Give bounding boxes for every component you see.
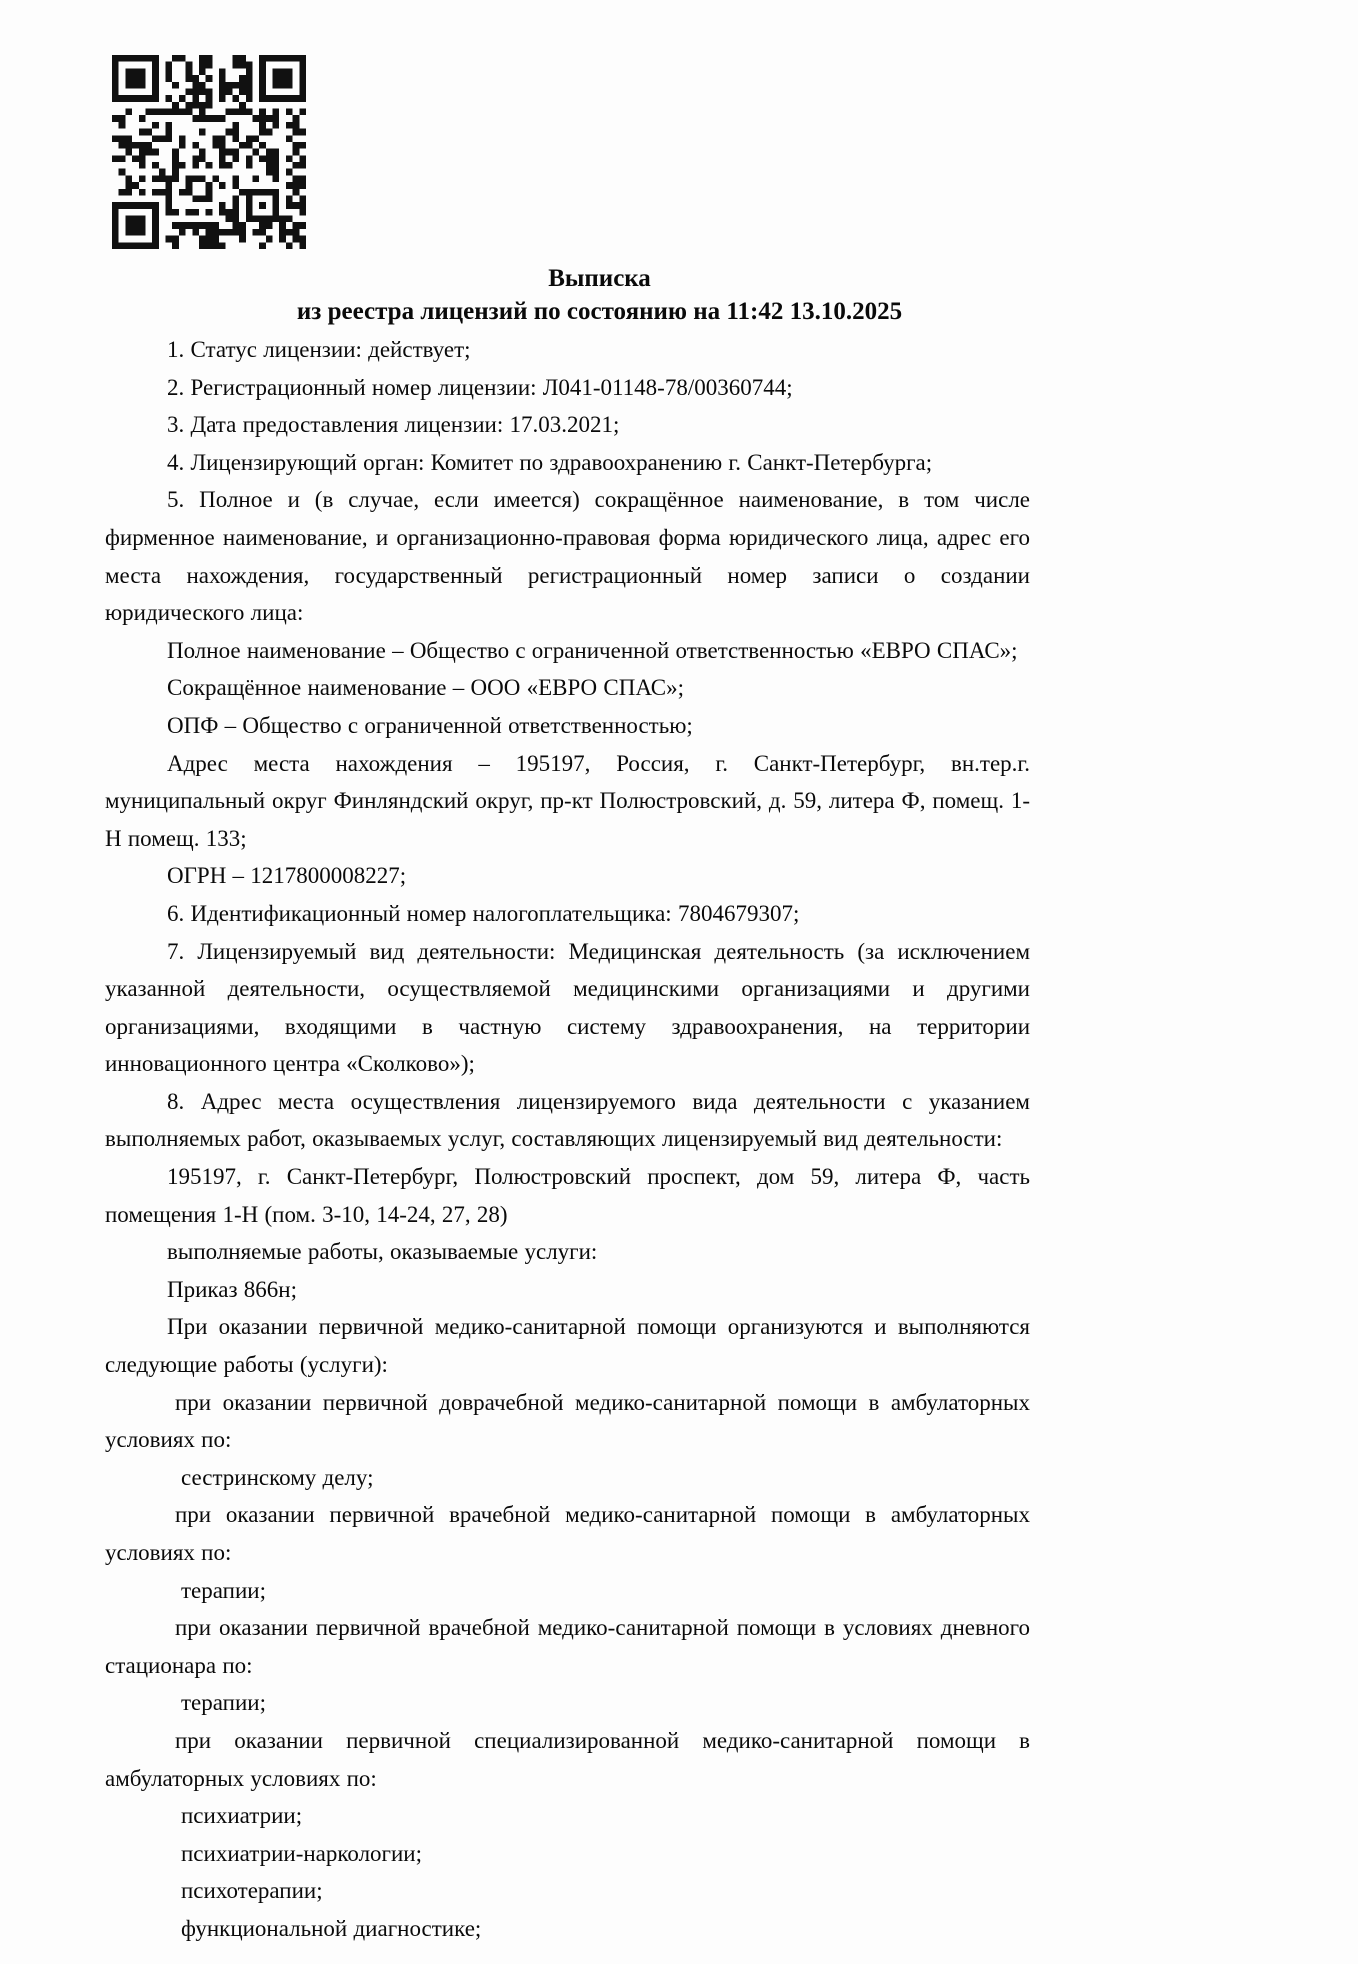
qr-code-icon bbox=[112, 52, 306, 252]
paragraph: психотерапии; bbox=[181, 1878, 323, 1904]
paragraph: выполняемые работы, оказываемые услуги: bbox=[167, 1239, 598, 1265]
paragraph: психиатрии-наркологии; bbox=[181, 1840, 422, 1866]
paragraph: 2. Регистрационный номер лицензии: Л041-01148-78/00360744; bbox=[167, 374, 793, 400]
document-body bbox=[105, 331, 1030, 1948]
title-line-1: Выписка bbox=[548, 265, 651, 292]
paragraph: 195197, г. Санкт-Петербург, Полюстровский проспект, дом 59, литера Ф, часть помещения 1-Н (пом. 3-10, 14-24, 27, 28) bbox=[105, 1164, 1030, 1227]
paragraph: 7. Лицензируемый вид деятельности: Медицинская деятельность (за исключением указанной деятельности, осуществляемой медицинскими организациями и другими организациями, входящими в частную систему здравоохранения, на территории инновационного центра «Сколково»); bbox=[105, 938, 1030, 1077]
paragraph: При оказании первичной медико-санитарной помощи организуются и выполняются следующие работы (услуги): bbox=[105, 1314, 1030, 1378]
paragraph: Сокращённое наименование – ООО «ЕВРО СПАС»; bbox=[167, 675, 685, 701]
paragraph: при оказании первичной врачебной медико-санитарной помощи в условиях дневного стационара по: bbox=[105, 1615, 1030, 1678]
paragraph: ОГРН – 1217800008227; bbox=[167, 863, 407, 889]
paragraph: ОПФ – Общество с ограниченной ответственностью; bbox=[167, 712, 693, 738]
paragraph: 8. Адрес места осуществления лицензируемого вида деятельности с указанием выполняемых работ, оказываемых услуг, составляющих лицензируемый вид деятельности: bbox=[105, 1088, 1030, 1152]
paragraph: 3. Дата предоставления лицензии: 17.03.2021; bbox=[167, 412, 620, 438]
title-line-2: из реестра лицензий по состоянию на 11:42 13.10.2025 bbox=[296, 298, 903, 325]
paragraph: Полное наименование – Общество с ограниченной ответственностью «ЕВРО СПАС»; bbox=[167, 637, 1018, 663]
paragraph: при оказании первичной врачебной медико-санитарной помощи в амбулаторных условиях по: bbox=[105, 1502, 1030, 1565]
paragraph: функциональной диагностике; bbox=[181, 1915, 482, 1941]
paragraph: Адрес места нахождения – 195197, Россия, г. Санкт-Петербург, вн.тер.г. муниципальный округ Финляндский округ, пр-кт Полюстровский, д. 59, литера Ф, помещ. 1-Н помещ. 133; bbox=[105, 750, 1030, 851]
paragraph: 5. Полное и (в случае, если имеется) сокращённое наименование, в том числе фирменное наименование, и организационно-правовая форма юридического лица, адрес его места нахождения, государственный регистрационный номер записи о создании юридического лица: bbox=[105, 487, 1030, 626]
paragraph: при оказании первичной специализированной медико-санитарной помощи в амбулаторных условиях по: bbox=[105, 1727, 1030, 1791]
paragraph: терапии; bbox=[181, 1577, 266, 1603]
paragraph: Приказ 866н; bbox=[167, 1276, 297, 1302]
document-title bbox=[105, 262, 1030, 328]
paragraph: терапии; bbox=[181, 1690, 266, 1716]
paragraph: психиатрии; bbox=[181, 1803, 303, 1829]
paragraph: сестринскому делу; bbox=[181, 1464, 374, 1490]
paragraph: 4. Лицензирующий орган: Комитет по здравоохранению г. Санкт-Петербурга; bbox=[167, 449, 933, 475]
paragraph: при оказании первичной доврачебной медико-санитарной помощи в амбулаторных условиях по: bbox=[105, 1389, 1030, 1453]
paragraph: 6. Идентификационный номер налогоплательщика: 7804679307; bbox=[167, 900, 800, 926]
paragraph: 1. Статус лицензии: действует; bbox=[167, 337, 471, 362]
